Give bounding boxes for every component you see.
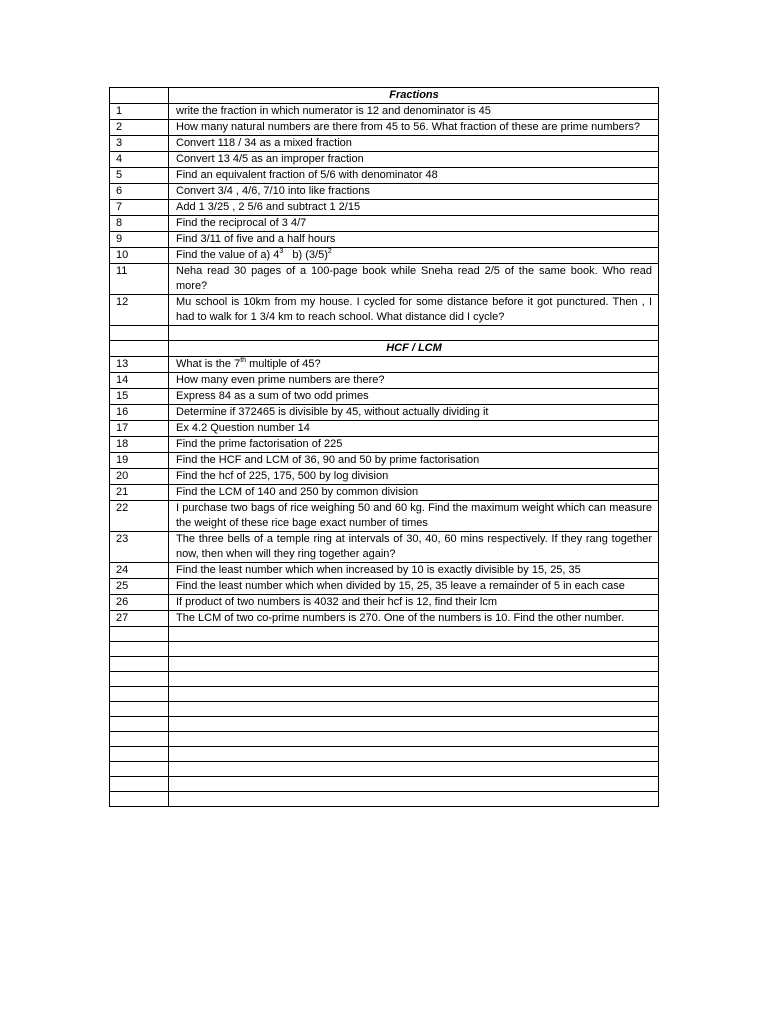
empty-row (110, 717, 659, 732)
empty-row (110, 702, 659, 717)
section-title: Fractions (169, 88, 659, 104)
question-number: 26 (110, 595, 169, 611)
question-text-part: Find the value of a) 4 (176, 249, 280, 261)
question-number: 13 (110, 357, 169, 373)
question-row (110, 168, 659, 184)
question-text: Find the least number which when increased by 10 is exactly divisible by 15, 25, 35 (169, 563, 659, 579)
empty-row (110, 657, 659, 672)
question-text: Find the least number which when divided by 15, 25, 35 leave a remainder of 5 in each case (169, 579, 659, 595)
question-number: 2 (110, 120, 169, 136)
question-number: 15 (110, 389, 169, 405)
question-text: Find the LCM of 140 and 250 by common division (169, 485, 659, 501)
exponent: 3 (279, 248, 284, 255)
question-text: Determine if 372465 is divisible by 45, without actually dividing it (169, 405, 659, 421)
question-number: 14 (110, 373, 169, 389)
question-row (110, 437, 659, 453)
question-row (110, 501, 659, 532)
question-number: 1 (110, 104, 169, 120)
question-number: 5 (110, 168, 169, 184)
question-number: 17 (110, 421, 169, 437)
question-row (110, 152, 659, 168)
question-text (169, 357, 659, 373)
section-header-hcf-lcm (110, 341, 659, 357)
empty-row (110, 627, 659, 642)
question-number: 4 (110, 152, 169, 168)
question-text: write the fraction in which numerator is 12 and denominator is 45 (169, 104, 659, 120)
question-row (110, 200, 659, 216)
empty-row (110, 762, 659, 777)
question-text-part: What is the 7 (176, 358, 241, 370)
question-number: 8 (110, 216, 169, 232)
question-text: Add 1 3/25 , 2 5/6 and subtract 1 2/15 (169, 200, 659, 216)
question-row (110, 184, 659, 200)
question-number: 6 (110, 184, 169, 200)
question-row (110, 295, 659, 326)
question-text: Convert 118 / 34 as a mixed fraction (169, 136, 659, 152)
question-row (110, 421, 659, 437)
question-number: 20 (110, 469, 169, 485)
question-text: Find 3/11 of five and a half hours (169, 232, 659, 248)
question-row (110, 485, 659, 501)
question-number: 16 (110, 405, 169, 421)
question-row (110, 453, 659, 469)
question-row (110, 579, 659, 595)
empty-row (110, 777, 659, 792)
question-number: 27 (110, 611, 169, 627)
question-row (110, 595, 659, 611)
question-text: Find the HCF and LCM of 36, 90 and 50 by prime factorisation (169, 453, 659, 469)
question-text: Ex 4.2 Question number 14 (169, 421, 659, 437)
question-text: Express 84 as a sum of two odd primes (169, 389, 659, 405)
question-number: 7 (110, 200, 169, 216)
question-text-part: multiple of 45? (246, 358, 321, 370)
empty-row (110, 687, 659, 702)
question-number: 11 (110, 264, 169, 295)
question-text: Find the prime factorisation of 225 (169, 437, 659, 453)
question-row (110, 611, 659, 627)
question-text: How many natural numbers are there from 45 to 56. What fraction of these are prime numbers? (169, 120, 659, 136)
question-number: 22 (110, 501, 169, 532)
question-text: How many even prime numbers are there? (169, 373, 659, 389)
question-row (110, 248, 659, 264)
question-row (110, 469, 659, 485)
question-number: 19 (110, 453, 169, 469)
question-number: 21 (110, 485, 169, 501)
question-number: 12 (110, 295, 169, 326)
question-row (110, 373, 659, 389)
question-number: 25 (110, 579, 169, 595)
question-text: If product of two numbers is 4032 and their hcf is 12, find their lcm (169, 595, 659, 611)
question-text: Mu school is 10km from my house. I cycled for some distance before it got punctured. Then , I had to walk for 1 3/4 km to reach school. What distance did I cycle? (169, 295, 659, 326)
question-text (169, 248, 659, 264)
worksheet-table (109, 87, 659, 807)
empty-row (110, 326, 659, 341)
question-text: Convert 13 4/5 as an improper fraction (169, 152, 659, 168)
question-number: 10 (110, 248, 169, 264)
question-text: The three bells of a temple ring at intervals of 30, 40, 60 mins respectively. If they rang together now, then when will they ring together again? (169, 532, 659, 563)
section-header-fractions (110, 88, 659, 104)
question-text: Neha read 30 pages of a 100-page book while Sneha read 2/5 of the same book. Who read more? (169, 264, 659, 295)
question-number: 3 (110, 136, 169, 152)
question-row (110, 357, 659, 373)
question-row (110, 104, 659, 120)
question-row (110, 532, 659, 563)
question-text: Find the hcf of 225, 175, 500 by log division (169, 469, 659, 485)
empty-row (110, 732, 659, 747)
exponent: 2 (327, 248, 332, 255)
question-row (110, 264, 659, 295)
question-row (110, 120, 659, 136)
question-row (110, 563, 659, 579)
empty-row (110, 642, 659, 657)
question-row (110, 389, 659, 405)
question-row (110, 216, 659, 232)
question-number: 24 (110, 563, 169, 579)
question-text: I purchase two bags of rice weighing 50 and 60 kg. Find the maximum weight which can measure the weight of these rice bage exact number of times (169, 501, 659, 532)
ordinal-suffix: th (240, 357, 247, 364)
question-text: The LCM of two co-prime numbers is 270. One of the numbers is 10. Find the other number. (169, 611, 659, 627)
question-number: 9 (110, 232, 169, 248)
empty-row (110, 747, 659, 762)
question-text: Find the reciprocal of 3 4/7 (169, 216, 659, 232)
empty-row (110, 672, 659, 687)
question-row (110, 405, 659, 421)
section-title: HCF / LCM (169, 341, 659, 357)
question-text-part: b) (3/5) (283, 249, 328, 261)
question-row (110, 232, 659, 248)
question-row (110, 136, 659, 152)
question-text: Find an equivalent fraction of 5/6 with denominator 48 (169, 168, 659, 184)
question-number: 18 (110, 437, 169, 453)
question-number: 23 (110, 532, 169, 563)
question-text: Convert 3/4 , 4/6, 7/10 into like fractions (169, 184, 659, 200)
empty-row (110, 792, 659, 807)
